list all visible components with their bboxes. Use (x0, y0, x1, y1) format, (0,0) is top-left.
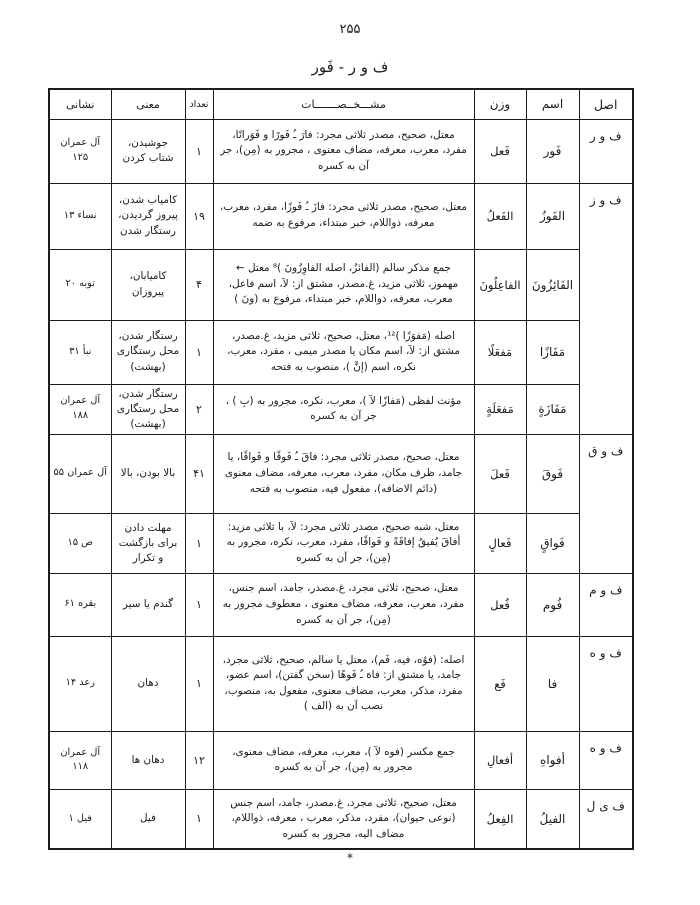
cell-meaning: دهان ها (111, 731, 185, 789)
table-row (49, 183, 633, 249)
cell-reference: آل عمران ۱۸۸ (49, 384, 111, 434)
cell-characteristics: معتل، صحیح، ثلاثی مجرد، غ.مصدر، جامد، اسم جنس، مفرد، معرب، معرفه، مضاف معنوی ، معطوف مجرور به (مِن)، جر آن به کسره (213, 573, 474, 636)
cell-count: ۲ (185, 384, 213, 434)
cell-noun: مَفَازَةٍ (526, 384, 579, 434)
footnote-asterisk: * (347, 851, 353, 865)
cell-reference: فیل ۱ (49, 789, 111, 849)
cell-count: ۱ (185, 513, 213, 573)
table-row (49, 384, 633, 434)
cell-meaning: رستگار شدن، محل رستگاری (بهشت) (111, 384, 185, 434)
cell-pattern: الفِعلُ (474, 789, 526, 849)
cell-count: ۱ (185, 636, 213, 731)
cell-reference: نساء ۱۳ (49, 183, 111, 249)
cell-count: ۴۱ (185, 434, 213, 513)
cell-characteristics: معتل، صحیح، مصدر ثلاثی مجرد: فارَ ـُ فَورًا و فَوَرانًا، مفرد، معرب، معرفه، مضاف معنوی ، مجرور به (مِن)، جر آن به کسره (213, 119, 474, 183)
header-esm: اسم (526, 89, 579, 119)
table-row (49, 513, 633, 573)
cell-meaning: بالا بودن، بالا (111, 434, 185, 513)
cell-noun: مَفَازًا (526, 320, 579, 384)
page-title: ف و ر - فَور (311, 58, 389, 76)
cell-count: ۱ (185, 789, 213, 849)
cell-pattern: مَفعَلًا (474, 320, 526, 384)
cell-pattern: فُعل (474, 573, 526, 636)
cell-pattern: مَفعَلَةٍ (474, 384, 526, 434)
cell-noun: الفَوزُ (526, 183, 579, 249)
cell-root: ف و ز (579, 183, 633, 434)
cell-noun: الفَائِزُونَ (526, 249, 579, 320)
table-row (49, 434, 633, 513)
cell-pattern: الفَعلُ (474, 183, 526, 249)
cell-characteristics: اصله (مَفوَزًا )¹²، معتل، صحیح، ثلاثی مزید، غ.مصدر، مشتق از: ﻵ، اسم مکان یا مصدر میمی ، مفرد، معرب، نکره، اسم (إنَّ )، منصوب به فتحه (213, 320, 474, 384)
cell-root: ف ی ل (579, 789, 633, 849)
table-row (49, 249, 633, 320)
cell-meaning: دهان (111, 636, 185, 731)
cell-noun: فا (526, 636, 579, 731)
cell-characteristics: معتل، صحیح، ثلاثی مجرد، غ.مصدر، جامد، اسم جنس (نوعی حیوان)، مفرد، مذکر، معرب ، معرفه، ذواللام، مضاف الیه، مجرور به کسره (213, 789, 474, 849)
table-row (49, 636, 633, 731)
table-row (49, 573, 633, 636)
header-asl: اصل (579, 89, 633, 119)
cell-noun: فُوم (526, 573, 579, 636)
header-moshakhasat: مشـــخــصـــــــات (213, 89, 474, 119)
cell-count: ۴ (185, 249, 213, 320)
cell-pattern: فَعل (474, 119, 526, 183)
header-mani: معنی (111, 89, 185, 119)
table-row (49, 731, 633, 789)
cell-pattern: فَعلَ (474, 434, 526, 513)
cell-meaning: کامیاب شدن، پیروز گردیدن، رستگار شدن (111, 183, 185, 249)
page-number: ۲۵۵ (339, 22, 361, 37)
cell-count: ۱ (185, 119, 213, 183)
cell-meaning: جوشیدن، شتاب کردن (111, 119, 185, 183)
cell-characteristics: جمع مکسر (فوه ﻵ )، معرب، معرفه، مضاف معنوی، مجرور به (مِن)، جر آن به کسره (213, 731, 474, 789)
cell-count: ۱ (185, 320, 213, 384)
cell-pattern: فَعالٍ (474, 513, 526, 573)
cell-root: ف و ر (579, 119, 633, 183)
cell-noun: فَور (526, 119, 579, 183)
cell-characteristics: اصله: (فوُه، فیه، فَم)، معتل یا سالم، صحیح، ثلاثی مجرد، جامد، یا مشتق از: فاهَ ـُ فَوهًا (سخن گفتن)، اسم عضو، مفرد، مذکر، معرب، مضاف معنوی، مفعول به، منصوب، نصب آن به (الف ) (213, 636, 474, 731)
cell-root: ف و ق (579, 434, 633, 573)
cell-reference: ص ۱۵ (49, 513, 111, 573)
cell-root: ف و م (579, 573, 633, 636)
cell-noun: الفیلُ (526, 789, 579, 849)
cell-characteristics: معتل، صحیح، مصدر ثلاثی مجرد: فاقَ ـُ فَوقًا و فَواقًا، یا جامد، ظرف مکان، مفرد، معرب، معرفه، مضاف معنوی (دائم الاضافه)، مفعول فیه، منصوب به فتحه (213, 434, 474, 513)
cell-characteristics: مؤنث لفظی (مَفازًا ﻵ )، معرب، نکره، مجرور به (بِ ) ، جر آن به کسره (213, 384, 474, 434)
cell-pattern: فَع (474, 636, 526, 731)
cell-meaning: فیل (111, 789, 185, 849)
cell-meaning: گندم یا سیر (111, 573, 185, 636)
cell-meaning: کامیابان، پیروزان (111, 249, 185, 320)
cell-reference: نبأ ۳۱ (49, 320, 111, 384)
cell-characteristics: معتل، صحیح، مصدر ثلاثی مجرد: فازَ ـُ فَوزًا، مفرد، معرب، معرفه، ذواللام، خبر مبتداء، مرفوع به ضمه (213, 183, 474, 249)
cell-noun: فَواقٍ (526, 513, 579, 573)
header-neshani: نشانی (49, 89, 111, 119)
cell-reference: رعد ۱۴ (49, 636, 111, 731)
cell-meaning: رستگار شدن، محل رستگاری (بهشت) (111, 320, 185, 384)
header-tedad: تعداد (185, 89, 213, 119)
cell-pattern: الفاعِلُونَ (474, 249, 526, 320)
header-vazn: وزن (474, 89, 526, 119)
table-row (49, 789, 633, 849)
table-row (49, 119, 633, 183)
table-row (49, 320, 633, 384)
cell-noun: أفواهِ (526, 731, 579, 789)
cell-reference: آل عمران ۱۱۸ (49, 731, 111, 789)
cell-reference: آل عمران ۵۵ (49, 434, 111, 513)
cell-meaning: مهلت دادن برای بازگشت و تکرار (111, 513, 185, 573)
table-header-row (49, 89, 633, 119)
cell-count: ۱۲ (185, 731, 213, 789)
cell-root: ف و ه (579, 636, 633, 731)
cell-noun: فَوقَ (526, 434, 579, 513)
cell-reference: آل عمران ۱۲۵ (49, 119, 111, 183)
cell-count: ۱ (185, 573, 213, 636)
cell-reference: بقره ۶۱ (49, 573, 111, 636)
cell-characteristics: معتل، شبه صحیح، مصدر ثلاثی مجرد: ﻵ، با ثلاثی مزید: أفاقَ یُفیقُ إفاقَةً و فَواقًا، مفرد، معرب، نکره، مجرور به (مِن)، جر آن به کسره (213, 513, 474, 573)
cell-pattern: أفعالِ (474, 731, 526, 789)
cell-count: ۱۹ (185, 183, 213, 249)
cell-characteristics: جمع مذکر سالم (الفائزُ، اصله الفاوِزُونَ )⁸ معتل ← مهموز، ثلاثی مزید، غ.مصدر، مشتق از: ﻵ، اسم فاعل، معرب، معرفه، ذواللام، خبر مبتداء، مرفوع به (ونَ ) (213, 249, 474, 320)
cell-reference: توبه ۲۰ (49, 249, 111, 320)
cell-root: ف و ه (579, 731, 633, 789)
morphology-table (48, 88, 634, 850)
